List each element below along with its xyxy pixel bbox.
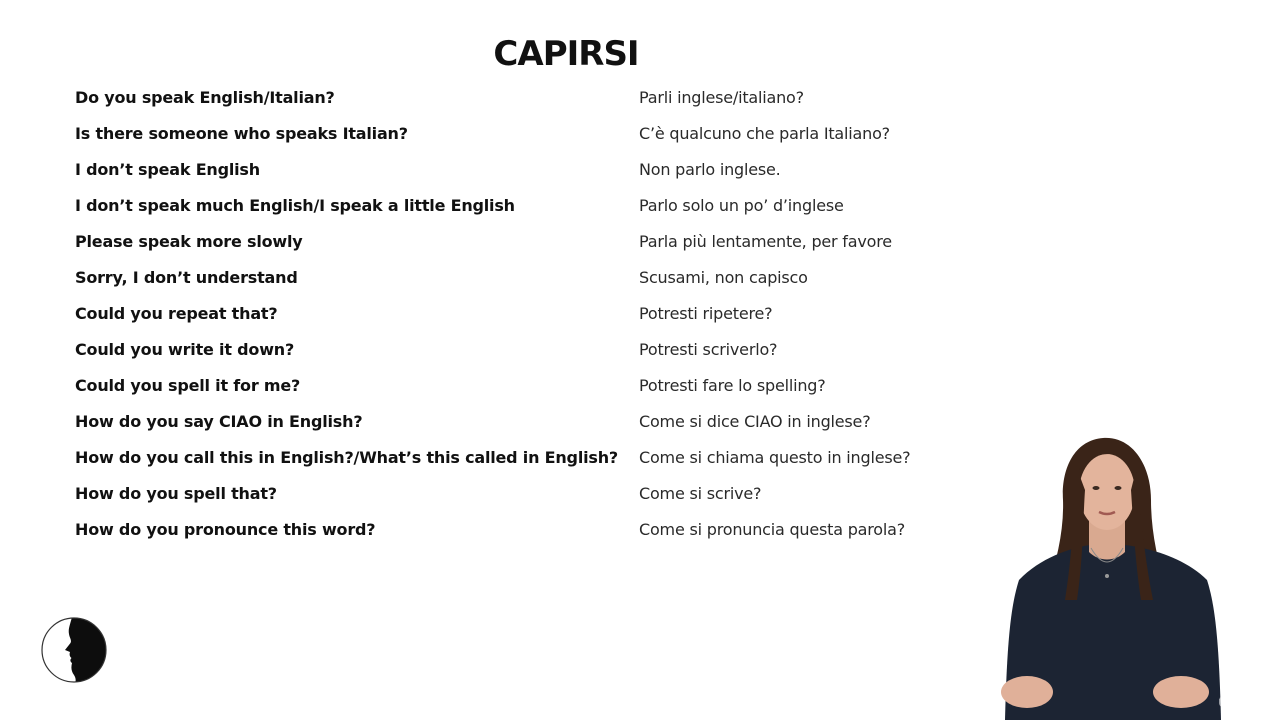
slide-title: CAPIRSI xyxy=(493,34,639,74)
phrase-row xyxy=(75,228,975,264)
presenter-video xyxy=(985,430,1245,720)
italian-phrase: Come si chiama questo in inglese? xyxy=(639,448,911,467)
english-phrase: How do you pronounce this word? xyxy=(75,520,376,539)
udemy-logo-icon xyxy=(1217,693,1229,712)
italian-phrase: Potresti fare lo spelling? xyxy=(639,376,826,395)
watermark-text: Udemy xyxy=(1232,697,1268,708)
phrase-row xyxy=(75,480,975,516)
italian-phrase: Come si scrive? xyxy=(639,484,762,503)
udemy-watermark xyxy=(1217,693,1268,712)
phrase-row xyxy=(75,84,975,120)
english-phrase: Is there someone who speaks Italian? xyxy=(75,124,408,143)
english-phrase: Do you speak English/Italian? xyxy=(75,88,335,107)
english-phrase: Could you spell it for me? xyxy=(75,376,301,395)
italian-phrase: Come si pronuncia questa parola? xyxy=(639,520,906,539)
english-phrase: I don’t speak much English/I speak a little English xyxy=(75,196,515,215)
italian-phrase: Scusami, non capisco xyxy=(639,268,808,287)
phrase-row xyxy=(75,516,975,552)
phrase-row xyxy=(75,444,975,480)
italian-phrase: Potresti scriverlo? xyxy=(639,340,778,359)
phrase-row xyxy=(75,336,975,372)
english-phrase: Could you write it down? xyxy=(75,340,295,359)
phrase-row xyxy=(75,264,975,300)
italian-phrase: Parli inglese/italiano? xyxy=(639,88,804,107)
phrase-row xyxy=(75,408,975,444)
italian-phrase: Parlo solo un po’ d’inglese xyxy=(639,196,844,215)
english-phrase: I don’t speak English xyxy=(75,160,260,179)
italian-phrase: Non parlo inglese. xyxy=(639,160,781,179)
phrase-row xyxy=(75,192,975,228)
italian-phrase: Parla più lentamente, per favore xyxy=(639,232,892,251)
phrase-list xyxy=(75,84,975,552)
english-phrase: Please speak more slowly xyxy=(75,232,303,251)
face-profile-logo-icon xyxy=(41,617,107,683)
phrase-row xyxy=(75,156,975,192)
italian-phrase: Potresti ripetere? xyxy=(639,304,773,323)
english-phrase: How do you say CIAO in English? xyxy=(75,412,363,431)
italian-phrase: Come si dice CIAO in inglese? xyxy=(639,412,871,431)
italian-phrase: C’è qualcuno che parla Italiano? xyxy=(639,124,890,143)
english-phrase: How do you spell that? xyxy=(75,484,277,503)
phrase-row xyxy=(75,372,975,408)
english-phrase: Sorry, I don’t understand xyxy=(75,268,298,287)
phrase-row xyxy=(75,300,975,336)
english-phrase: Could you repeat that? xyxy=(75,304,278,323)
english-phrase: How do you call this in English?/What’s this called in English? xyxy=(75,448,618,467)
phrase-row xyxy=(75,120,975,156)
